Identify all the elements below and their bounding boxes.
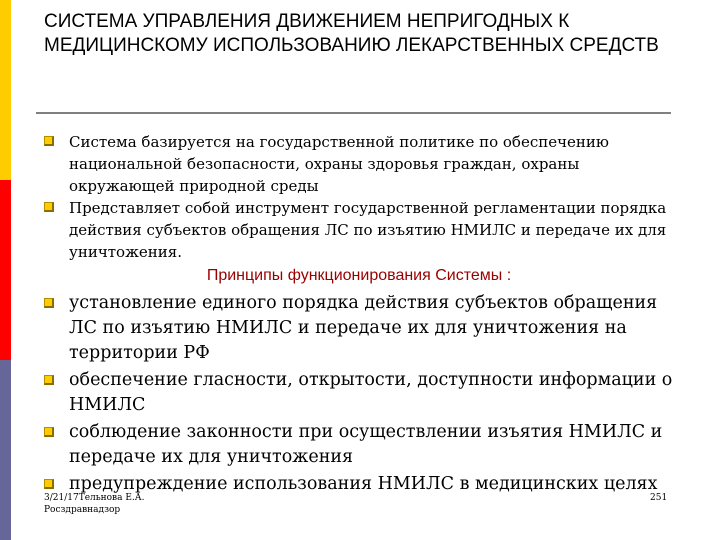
side-bar-slate <box>0 360 11 540</box>
bullet-text: установление единого порядка действия субъектов обращения ЛС по изъятию НМИЛС и передаче их для уничтожения на территории РФ <box>69 293 658 363</box>
footer-organization: Росздравнадзор <box>44 505 121 515</box>
principle-bullet-1 <box>44 291 674 366</box>
intro-bullet-1 <box>44 131 674 197</box>
principles-heading: Принципы функционирования Системы : <box>206 267 512 284</box>
side-bar-yellow <box>0 0 11 180</box>
principle-bullet-2 <box>44 368 674 418</box>
title-divider <box>36 112 671 114</box>
bullet-text: обеспечение гласности, открытости, доступности информации о НМИЛС <box>69 370 673 415</box>
square-bullet-icon <box>44 136 54 146</box>
side-bar-red <box>0 180 11 360</box>
footer-date-author: 3/21/17Тельнова Е.А. <box>44 493 145 503</box>
footer-left <box>44 492 144 516</box>
bullet-text: Система базируется на государственной политике по обеспечению национальной безопасности, охраны здоровья граждан, охраны окружающей природной среды <box>69 133 609 195</box>
bullet-text: Представляет собой инструмент государственной регламентации порядка действия субъектов обращения ЛС по изъятию НМИЛС и передаче их для уничтожения. <box>69 199 667 261</box>
intro-bullet-2 <box>44 197 674 263</box>
bullet-text: предупреждение использования НМИЛС в медицинских целях <box>69 474 658 494</box>
square-bullet-icon <box>44 298 54 308</box>
square-bullet-icon <box>44 202 54 212</box>
principle-bullet-3 <box>44 420 674 470</box>
square-bullet-icon <box>44 427 54 437</box>
slide-content <box>44 131 674 499</box>
page-number: 251 <box>650 493 668 503</box>
square-bullet-icon <box>44 375 54 385</box>
slide-title: СИСТЕМА УПРАВЛЕНИЯ ДВИЖЕНИЕМ НЕПРИГОДНЫХ К МЕДИЦИНСКОМУ ИСПОЛЬЗОВАНИЮ ЛЕКАРСТВЕННЫХ СРЕДСТВ <box>44 11 659 56</box>
square-bullet-icon <box>44 479 54 489</box>
bullet-text: соблюдение законности при осуществлении изъятия НМИЛС и передаче их для уничтожения <box>69 422 663 467</box>
